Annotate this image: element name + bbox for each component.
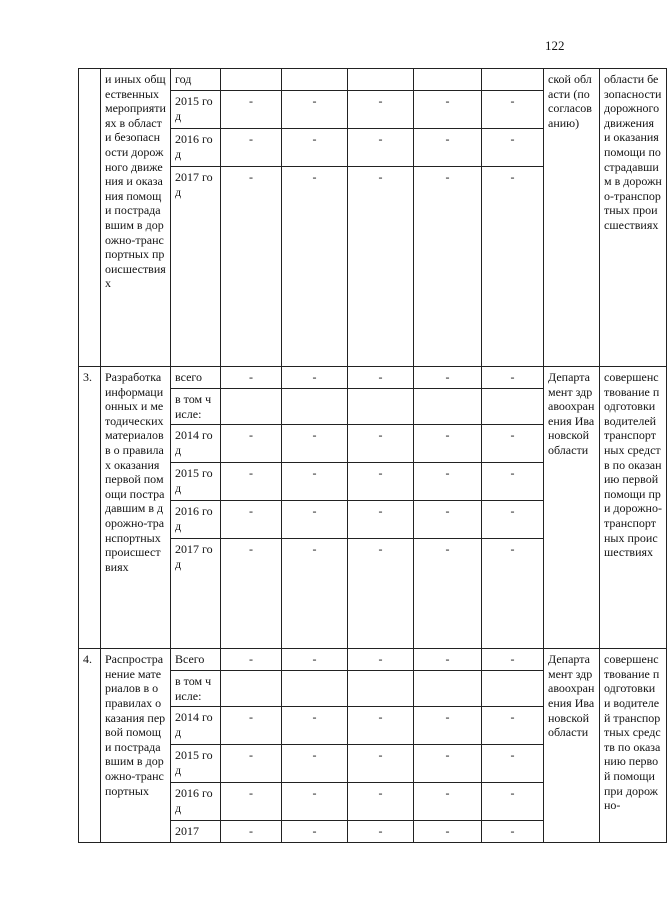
funding-cell: - <box>482 367 544 389</box>
funding-cell: - <box>348 129 414 167</box>
funding-cell: - <box>482 821 544 843</box>
funding-cell <box>414 389 482 425</box>
period-label: 2015 год <box>171 745 221 783</box>
funding-cell: - <box>282 745 348 783</box>
period-label: 2014 год <box>171 425 221 463</box>
funding-cell: - <box>482 501 544 539</box>
funding-cell: - <box>282 367 348 389</box>
funding-cell: - <box>482 129 544 167</box>
funding-cell: - <box>221 539 282 649</box>
funding-cell: - <box>482 425 544 463</box>
funding-cell: - <box>221 167 282 367</box>
funding-cell: - <box>414 649 482 671</box>
funding-cell: - <box>414 129 482 167</box>
funding-cell: - <box>348 167 414 367</box>
funding-cell: - <box>414 425 482 463</box>
funding-cell: - <box>282 425 348 463</box>
item-number: 3. <box>79 367 101 649</box>
funding-cell: - <box>221 129 282 167</box>
funding-cell: - <box>348 91 414 129</box>
period-label: 2015 год <box>171 463 221 501</box>
funding-cell: - <box>414 707 482 745</box>
funding-cell: - <box>221 707 282 745</box>
funding-cell: - <box>414 367 482 389</box>
funding-cell: - <box>414 539 482 649</box>
period-label: 2017 год <box>171 539 221 649</box>
funding-cell: - <box>414 821 482 843</box>
funding-cell: - <box>282 91 348 129</box>
funding-cell: - <box>348 649 414 671</box>
funding-cell: - <box>282 539 348 649</box>
funding-cell <box>482 69 544 91</box>
funding-cell: - <box>221 745 282 783</box>
funding-cell: - <box>282 167 348 367</box>
period-label: год <box>171 69 221 91</box>
funding-cell <box>348 389 414 425</box>
executor-cell: ской области (по согласованию) <box>544 69 600 367</box>
funding-cell: - <box>282 821 348 843</box>
period-label: 2016 год <box>171 129 221 167</box>
funding-cell: - <box>221 783 282 821</box>
period-label: 2016 год <box>171 501 221 539</box>
measure-title: Разработка информационных и методических материалов в о правилах оказания первой помощи пострадавшим в дорожно-транспортных происшествиях <box>101 367 171 649</box>
funding-cell: - <box>221 649 282 671</box>
funding-cell: - <box>414 167 482 367</box>
funding-cell <box>482 671 544 707</box>
funding-cell: - <box>348 745 414 783</box>
funding-cell <box>282 389 348 425</box>
measures-table <box>78 68 667 843</box>
funding-cell <box>221 671 282 707</box>
funding-cell <box>221 389 282 425</box>
expected-result-cell: совершенствование подготовки водителей транспортных средств по оказанию первой помощи при дорожно-транспортных происшествиях <box>600 367 667 649</box>
funding-cell: - <box>482 167 544 367</box>
executor-cell: Департамент здравоохранения Ивановской области <box>544 649 600 843</box>
item-number <box>79 69 101 367</box>
funding-cell: - <box>414 745 482 783</box>
period-label: всего <box>171 367 221 389</box>
funding-cell: - <box>282 783 348 821</box>
period-label: 2016 год <box>171 783 221 821</box>
funding-cell: - <box>282 129 348 167</box>
funding-cell: - <box>482 649 544 671</box>
funding-cell: - <box>414 501 482 539</box>
funding-cell: - <box>482 91 544 129</box>
funding-cell: - <box>221 821 282 843</box>
funding-cell <box>221 69 282 91</box>
funding-cell: - <box>282 463 348 501</box>
funding-cell: - <box>414 91 482 129</box>
table-row <box>79 69 667 91</box>
funding-cell: - <box>282 501 348 539</box>
funding-cell <box>282 69 348 91</box>
funding-cell: - <box>221 425 282 463</box>
funding-cell: - <box>348 707 414 745</box>
period-label: Всего <box>171 649 221 671</box>
funding-cell: - <box>348 539 414 649</box>
funding-cell <box>482 389 544 425</box>
item-number: 4. <box>79 649 101 843</box>
expected-result-cell: области безопасности дорожного движения и оказания помощи пострадавшим в дорожно-транспортных происшествиях <box>600 69 667 367</box>
period-label: в том числе: <box>171 671 221 707</box>
page-number: 122 <box>545 38 565 53</box>
funding-cell: - <box>221 501 282 539</box>
funding-cell <box>414 671 482 707</box>
period-label: 2017 <box>171 821 221 843</box>
funding-cell <box>282 671 348 707</box>
funding-cell: - <box>348 783 414 821</box>
funding-cell: - <box>482 463 544 501</box>
funding-cell <box>414 69 482 91</box>
measure-title: Распространение материалов в о правилах оказания первой помощи пострадавшим в дорожно-транспортных <box>101 649 171 843</box>
table-row <box>79 367 667 389</box>
period-label: 2015 год <box>171 91 221 129</box>
funding-cell: - <box>348 425 414 463</box>
funding-cell: - <box>348 367 414 389</box>
funding-cell: - <box>414 463 482 501</box>
funding-cell: - <box>348 463 414 501</box>
funding-cell <box>348 69 414 91</box>
measure-title: и иных общественных мероприятиях в области безопасности дорожного движения и оказания помощи пострадавшим в дорожно-транспортных происшествиях <box>101 69 171 367</box>
funding-cell: - <box>482 539 544 649</box>
funding-cell <box>348 671 414 707</box>
funding-cell: - <box>221 367 282 389</box>
period-label: 2017 год <box>171 167 221 367</box>
funding-cell: - <box>482 783 544 821</box>
funding-cell: - <box>221 91 282 129</box>
funding-cell: - <box>348 821 414 843</box>
executor-cell: Департамент здравоохранения Ивановской области <box>544 367 600 649</box>
expected-result-cell: совершенствование подготовки и водителей транспортных средств по оказанию первой помощи при дорожно- <box>600 649 667 843</box>
funding-cell: - <box>482 707 544 745</box>
period-label: в том числе: <box>171 389 221 425</box>
funding-cell: - <box>221 463 282 501</box>
funding-cell: - <box>282 707 348 745</box>
funding-cell: - <box>282 649 348 671</box>
table-row <box>79 649 667 671</box>
funding-cell: - <box>414 783 482 821</box>
funding-cell: - <box>482 745 544 783</box>
funding-cell: - <box>348 501 414 539</box>
period-label: 2014 год <box>171 707 221 745</box>
